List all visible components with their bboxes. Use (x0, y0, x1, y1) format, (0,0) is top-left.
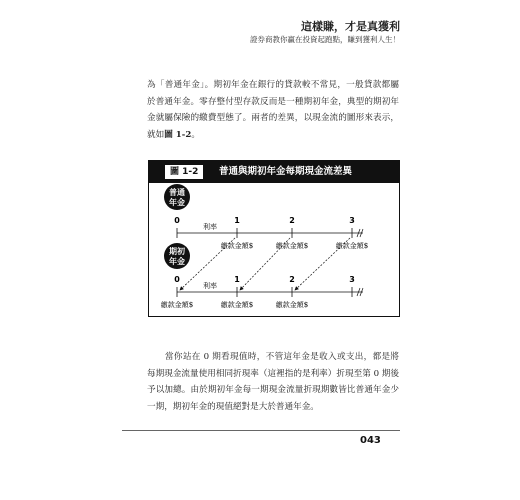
paragraph-intro (147, 77, 399, 143)
ordinary-rate-label: 利率 (203, 223, 217, 231)
ordinary-period-3: 3 (349, 216, 355, 225)
ordinary-badge-line1: 普通 (169, 187, 185, 197)
running-header-subtitle: 證券商教你贏在投資起跑點，賺到獲利人生！ (250, 35, 400, 44)
due-payment-2: 繳款金額$ (275, 301, 309, 309)
figure-tag: 圖 1-2 (165, 165, 203, 179)
paragraph-explanation: 當你站在 0 期看現值時，不管這年金是收入或支出，都是將每期現金流量使用相同折現率（這裡指的是利率）折現至第 0 期後予以加總。由於期初年金每一期現金流量折現期數皆比普通年金少一期，期初年金的現值絕對是大於普通年金。 (147, 352, 399, 412)
paragraph-intro-end: 。 (191, 129, 200, 140)
due-payment-0: 繳款金額$ (160, 301, 194, 309)
figure-title: 普通與期初年金每期現金流差異 (219, 166, 353, 177)
paragraph-intro-text: 為「普通年金」。期初年金在銀行的貸款較不常見，一般貸款都屬於普通年金。零存整付型存款反而是一種期初年金，典型的期初年金就屬保險的繳費型態了。兩者的差異，以現金流的圖形來表示，就如 (147, 80, 399, 140)
ordinary-period-2: 2 (289, 216, 295, 225)
footer-rule (122, 430, 400, 431)
ordinary-payment-2: 繳款金額$ (275, 242, 309, 250)
due-period-3: 3 (349, 275, 355, 284)
ordinary-payment-3: 繳款金額$ (335, 242, 369, 250)
ordinary-period-1: 1 (234, 216, 240, 225)
ordinary-period-0: 0 (174, 216, 180, 225)
running-header-title: 這樣賺，才是真獲利 (301, 20, 400, 33)
due-badge-line1: 期初 (169, 246, 185, 256)
figure-1-2 (148, 160, 400, 317)
due-period-1: 1 (234, 275, 240, 284)
due-period-2: 2 (289, 275, 295, 284)
cashflow-diagram (149, 161, 399, 316)
ordinary-badge-line2: 年金 (169, 197, 185, 207)
figure-reference: 圖 1-2 (164, 129, 192, 140)
page-number: 043 (360, 435, 381, 446)
due-rate-label: 利率 (203, 282, 217, 290)
due-badge-line2: 年金 (169, 256, 185, 266)
due-period-0: 0 (174, 275, 180, 284)
due-payment-1: 繳款金額$ (220, 301, 254, 309)
ordinary-payment-1: 繳款金額$ (220, 242, 254, 250)
